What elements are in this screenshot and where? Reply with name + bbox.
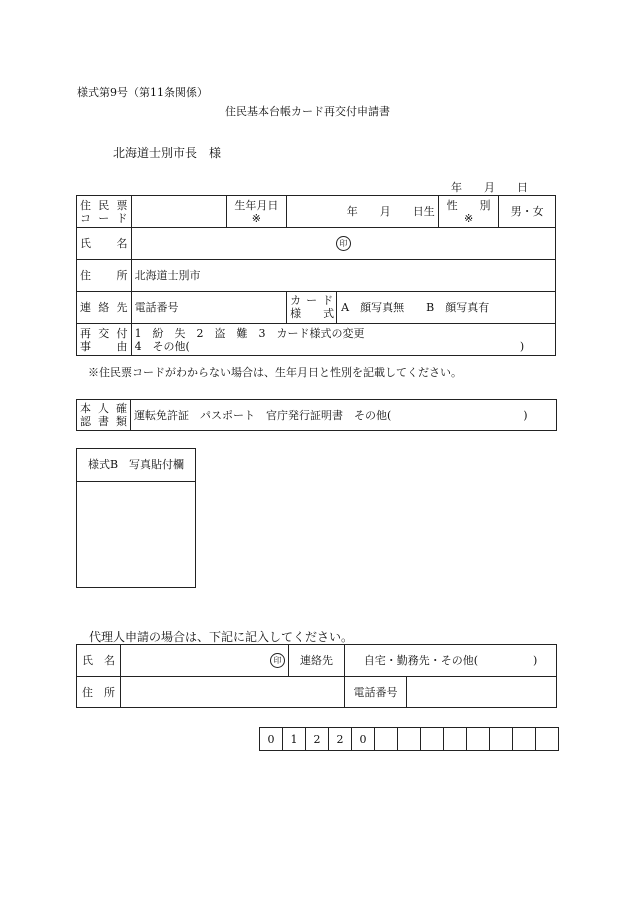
photo-box-label: 様式B 写真貼付欄 [77,449,196,482]
form-title: 住民基本台帳カード再交付申請書 [225,105,390,118]
id-check-options[interactable]: 運転免許証 パスポート 官庁発行証明書 その他( ) [131,400,557,431]
contact-label: 連 絡 先 [77,292,132,324]
reason-field[interactable]: 1 紛 失 2 盗 難 3 カード様式の変更 4 その他( ) [131,324,555,356]
id-check-table [76,399,557,431]
addressee: 北海道士別市長 様 [113,146,222,160]
address-label: 住 所 [77,260,132,292]
code-box[interactable] [513,728,536,751]
phone-field[interactable]: 電話番号 [131,292,287,324]
birth-label: 生年月日 ※ [226,196,287,228]
date-line: 年 月 日 [451,181,528,194]
code-box-row [259,727,559,751]
proxy-phone-field[interactable] [407,677,557,708]
code-box[interactable]: 0 [352,728,375,751]
card-style-label: カ ー ド 様 式 [287,292,337,323]
code-box[interactable] [536,728,559,751]
code-box[interactable] [467,728,490,751]
code-box[interactable]: 1 [283,728,306,751]
card-style-options[interactable]: A 顔写真無 B 顔写真有 [341,301,490,314]
proxy-address-label: 住 所 [77,677,121,708]
photo-attach-box[interactable] [76,448,196,588]
proxy-name-label: 氏 名 [77,645,121,677]
seal-mark: 印 [336,236,351,251]
reason-label: 再 交 付 事 由 [77,324,132,356]
sex-field[interactable]: 男・女 [499,196,556,228]
proxy-seal-mark: 印 [270,653,285,668]
code-box[interactable]: 2 [329,728,352,751]
id-check-label: 本 人 確 認 書 類 [77,400,131,431]
proxy-phone-label: 電話番号 [345,677,407,708]
code-box[interactable] [421,728,444,751]
code-box[interactable] [375,728,398,751]
code-label: 住 民 票 コ ー ド [77,196,132,228]
form-number: 様式第9号（第11条関係） [77,86,208,99]
note-text: ※住民票コードがわからない場合は、生年月日と性別を記載してください。 [88,366,462,379]
proxy-table [76,644,557,708]
proxy-contact-label: 連絡先 [289,645,345,677]
code-box[interactable] [444,728,467,751]
code-box[interactable]: 0 [260,728,283,751]
name-label: 氏 名 [77,228,132,260]
proxy-contact-options[interactable]: 自宅・勤務先・その他( ) [345,645,557,677]
code-box[interactable] [398,728,421,751]
birth-field[interactable]: 年 月 日生 [287,196,439,228]
code-box[interactable] [490,728,513,751]
card-style-cell [287,292,556,324]
proxy-intro: 代理人申請の場合は、下記に記入してください。 [89,630,354,644]
address-field[interactable]: 北海道士別市 [131,260,555,292]
name-field[interactable] [131,228,555,260]
proxy-name-field[interactable] [121,645,289,677]
code-box[interactable]: 2 [306,728,329,751]
applicant-table [76,195,556,356]
sex-label: 性 別 ※ [438,196,499,228]
code-field[interactable] [131,196,226,228]
proxy-address-field[interactable] [121,677,345,708]
